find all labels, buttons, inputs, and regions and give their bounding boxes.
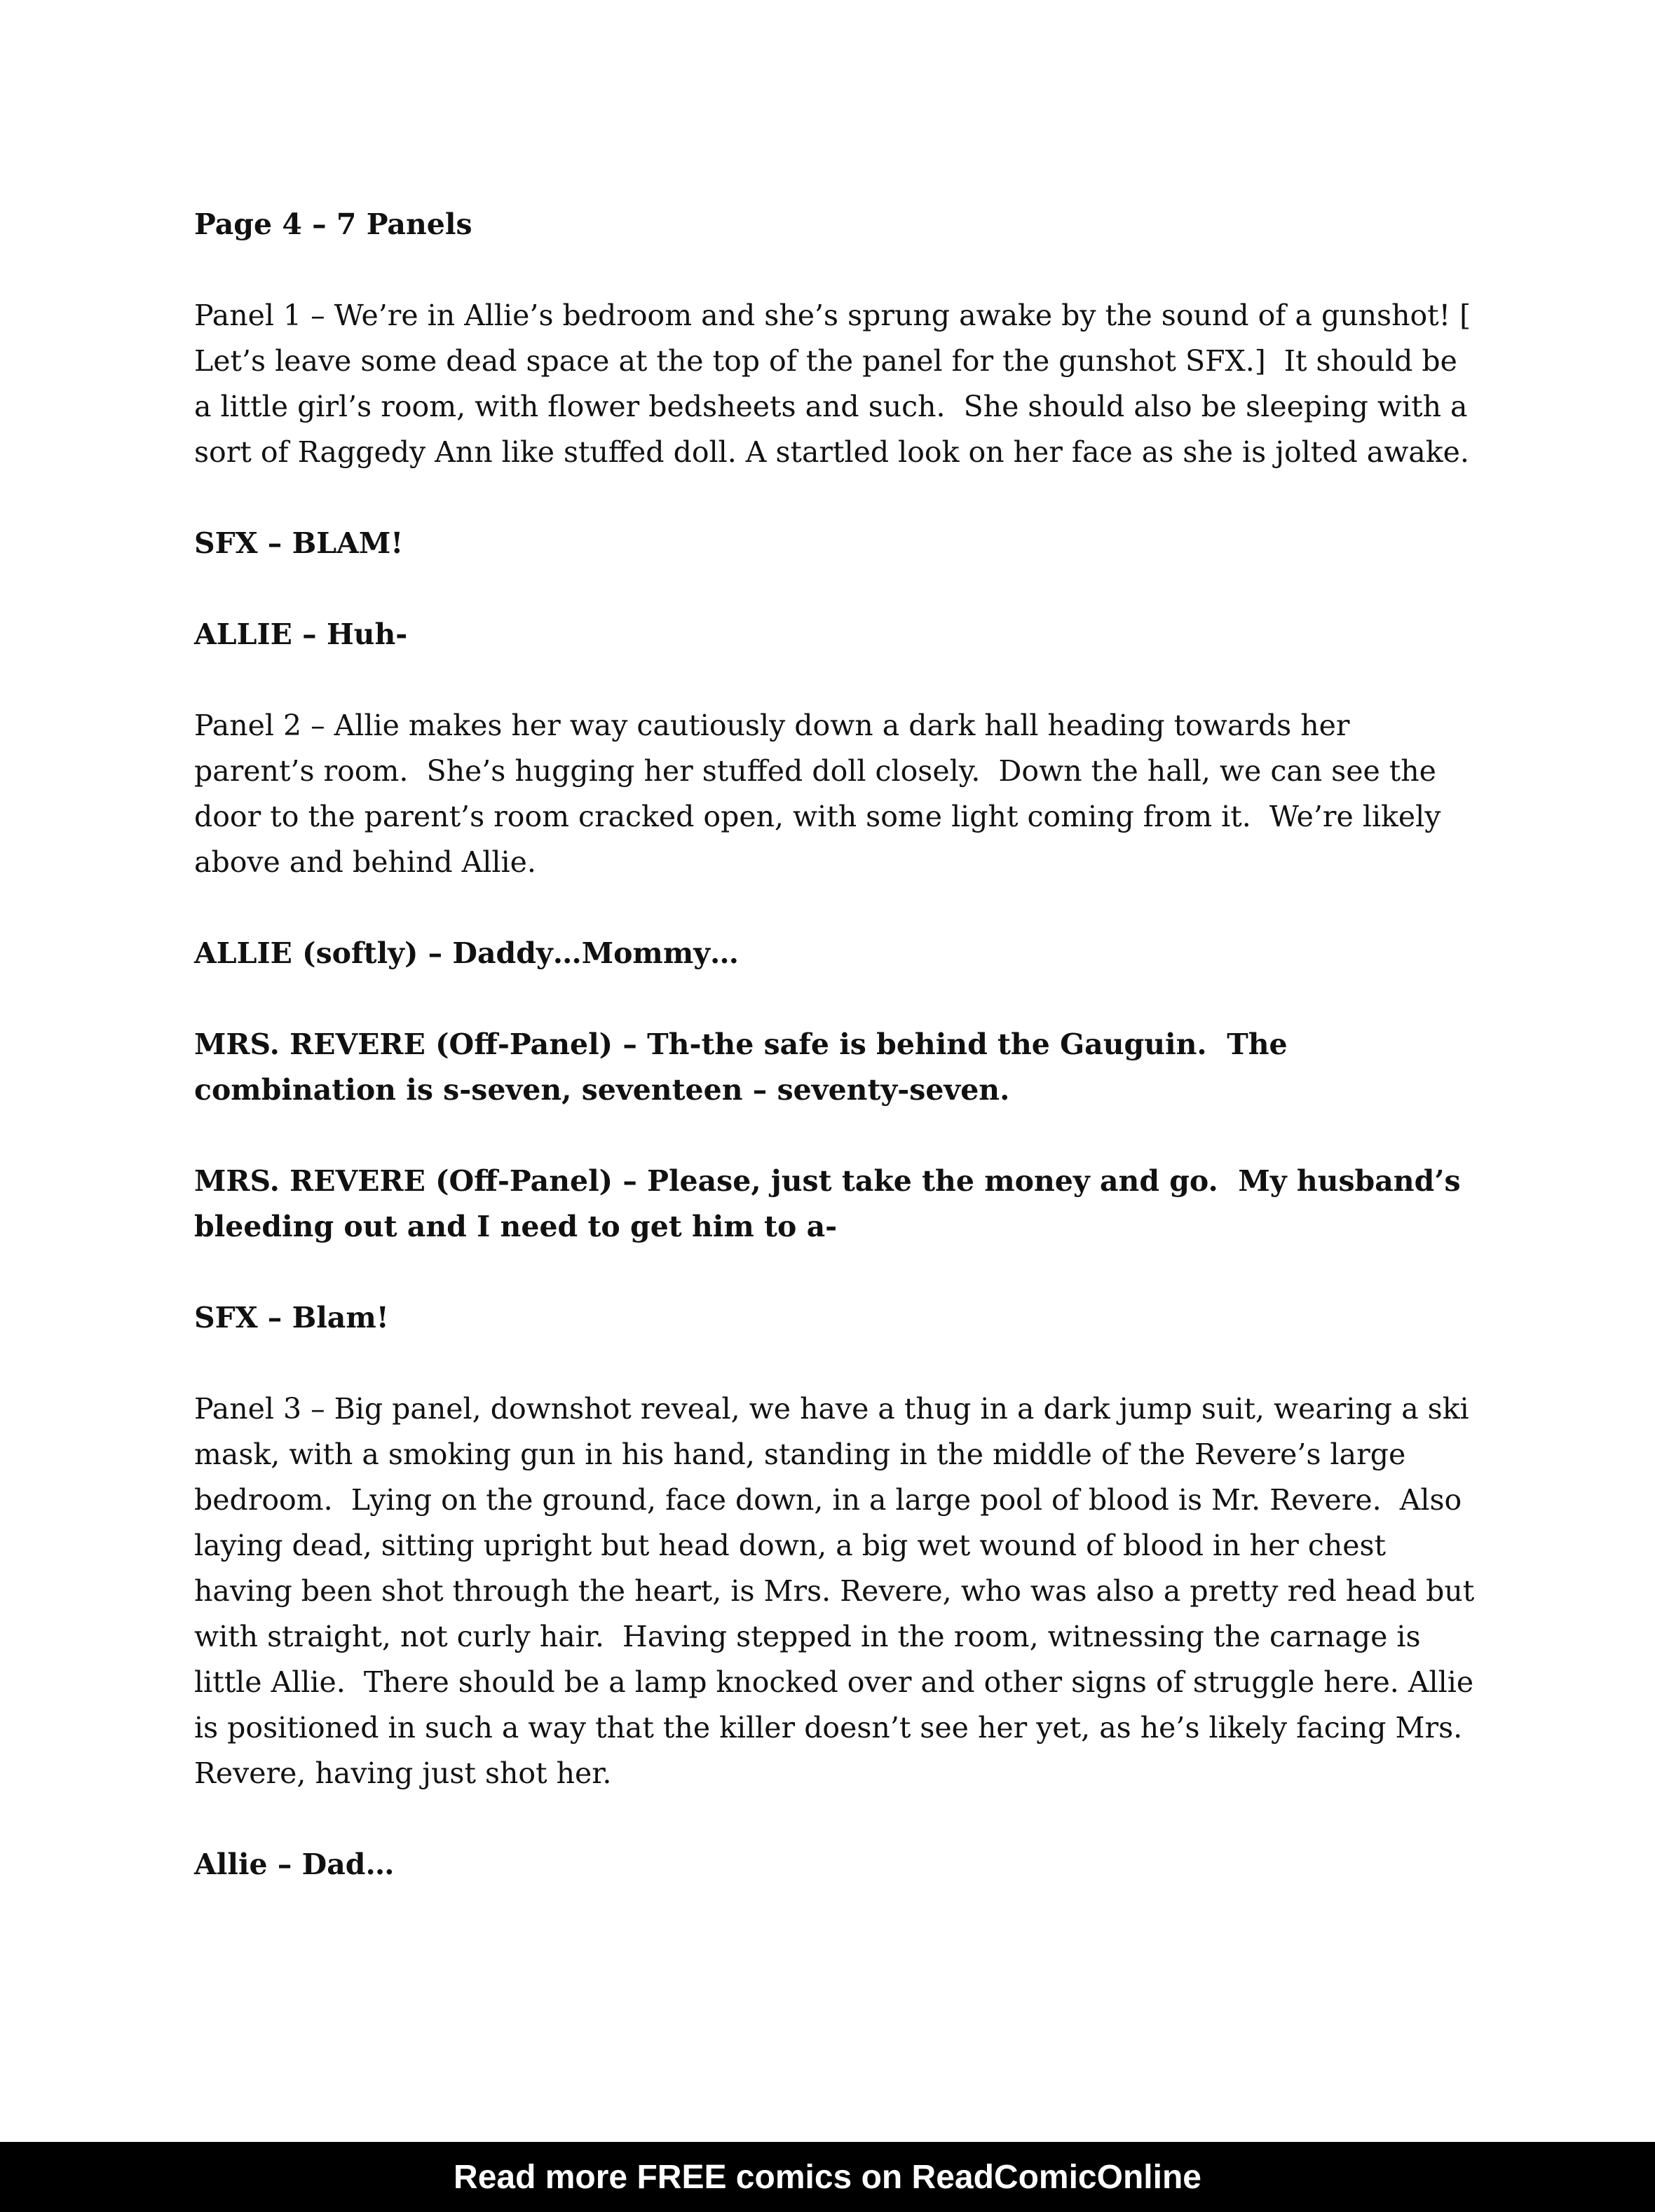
sfx-line: SFX – Blam! [194, 1301, 389, 1334]
sfx-line: SFX – BLAM! [194, 526, 404, 560]
footer-banner[interactable] [0, 2142, 1655, 2212]
dialogue-line: MRS. REVERE (Off-Panel) – Please, just take the money and go. My husband’s bleeding out and I need to get him to a- [194, 1164, 1471, 1243]
dialogue-line: ALLIE – Huh- [194, 617, 408, 651]
dialogue-line: MRS. REVERE (Off-Panel) – Th-the safe is behind the Gauguin. The combination is s-seven, seventeen – seventy-seven. [194, 1028, 1298, 1107]
panel-3-description: Panel 3 – Big panel, downshot reveal, we have a thug in a dark jump suit, wearing a ski mask, with a smoking gun in his hand, standing in the middle of the Revere’s large bedroom. Lying on the ground, face down, in a large pool of blood is Mr. Revere. Also laying dead, sitting upright but head down, a big wet wound of blood in her chest having been shot through the heart, is Mrs. Revere, who was also a pretty red head but with straight, not curly hair. Having stepped in the room, witnessing the carnage is little Allie. There should be a lamp knocked over and other signs of struggle here. Allie is positioned in such a way that the killer doesn’t see her yet, as he’s likely facing Mrs. Revere, having just shot her. [194, 1392, 1484, 1790]
panel-1-description: Panel 1 – We’re in Allie’s bedroom and she’s sprung awake by the sound of a gunshot! [ Let’s leave some dead space at the top of the panel for the gunshot SFX.] It should be a little girl’s room, with flower bedsheets and such. She should also be sleeping with a sort of Raggedy Ann like stuffed doll. A startled look on her face as she is jolted awake. [194, 299, 1480, 469]
dialogue-line: Allie – Dad… [194, 1848, 395, 1881]
footer-banner-text[interactable]: Read more FREE comics on ReadComicOnline [454, 2158, 1201, 2196]
dialogue-line: ALLIE (softly) – Daddy…Mommy… [194, 936, 740, 970]
script-body [194, 202, 1484, 1933]
page-heading: Page 4 – 7 Panels [194, 207, 472, 241]
panel-2-description: Panel 2 – Allie makes her way cautiously down a dark hall heading towards her parent’s room. She’s hugging her stuffed doll closely. Down the hall, we can see the door to the parent’s room cracked open, with some light coming from it. We’re likely above and behind Allie. [194, 709, 1450, 879]
